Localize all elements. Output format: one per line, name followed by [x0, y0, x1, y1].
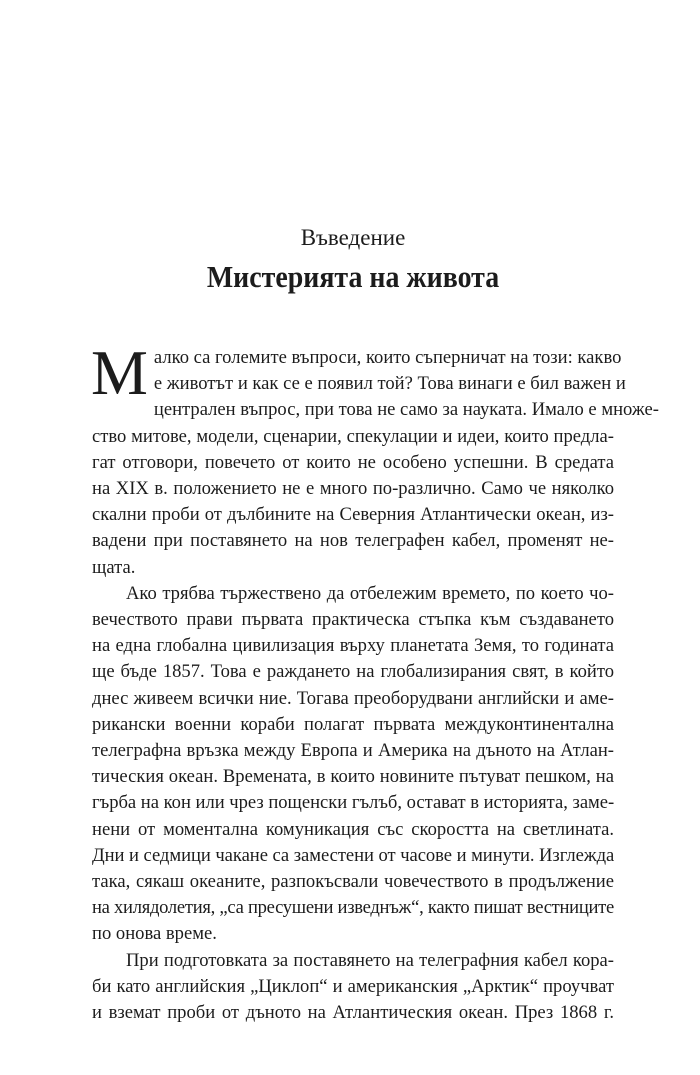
text-line: днес живеем всички ние. Тогава преоборудвани английски и аме-	[92, 687, 614, 709]
text-line: Ако трябва тържествено да отбележим времето, по което чо-	[126, 582, 614, 604]
text-line: ство митове, модели, сценарии, спекулации и идеи, които предла-	[92, 425, 614, 447]
text-line: скални проби от дълбините на Северния Атлантически океан, из-	[92, 504, 614, 526]
text-line: гат отговори, повечето от които не особено успешни. В средата	[92, 451, 614, 473]
text-line: ще бъде 1857. Това е раждането на глобализирания свят, в който	[92, 661, 614, 683]
chapter-title: Мистерията на живота	[206, 259, 500, 294]
text-line: тическия океан. Времената, в които новините пътуват пешком, на	[92, 766, 614, 788]
text-line: рикански военни кораби полагат първата междуконтинентална	[92, 713, 614, 735]
text-line: Дни и седмици чакане са заместени от часове и минути. Изглежда	[92, 844, 615, 866]
text-line: телеграфна връзка между Европа и Америка на дъното на Атлан-	[92, 740, 614, 762]
paragraph-2	[92, 581, 614, 948]
text-line: нени от моментална комуникация със скоростта на светлината.	[92, 818, 614, 840]
chapter-heading	[92, 222, 614, 298]
paragraph-1	[91, 337, 659, 581]
text-line: на XIX в. положението не е много по-различно. Само че няколко	[92, 478, 614, 500]
text-line: гърба на кон или чрез пощенски гълъб, остават в историята, заме-	[92, 792, 615, 814]
text-line: така, сякаш океаните, разпокъсвали човечеството в продължение	[92, 871, 614, 893]
text-line: алко са големите въпроси, които съперничат на този: какво	[153, 347, 622, 368]
text-line: на хилядолетия, „са пресушени изведнъж“, както пишат вестниците	[92, 897, 614, 919]
drop-cap: М	[91, 337, 148, 408]
text-line: би като английския „Циклоп“ и американския „Арктик“ проучват	[92, 975, 614, 997]
chapter-body	[91, 337, 659, 1026]
text-line: е животът и как се е появил той? Това винаги е бил важен и	[153, 373, 626, 395]
text-line: щата.	[92, 556, 136, 578]
chapter-kicker: Въведение	[300, 225, 406, 250]
text-line: вечеството прави първата практическа стъпка към създаването	[92, 609, 614, 631]
text-line: централен въпрос, при това не само за науката. Имало е множе-	[153, 399, 659, 421]
book-page	[91, 222, 659, 1026]
text-line: и вземат проби от дъното на Атлантическия океан. През 1868 г.	[92, 1002, 614, 1024]
text-line: При подготовката за поставянето на телеграфния кабел кора-	[126, 949, 614, 971]
text-line: по онова време.	[92, 923, 217, 945]
text-line: на една глобална цивилизация върху планетата Земя, то годината	[92, 635, 614, 657]
paragraph-3	[92, 948, 614, 1027]
text-line: вадени при поставянето на нов телеграфен кабел, променят не-	[92, 530, 614, 552]
